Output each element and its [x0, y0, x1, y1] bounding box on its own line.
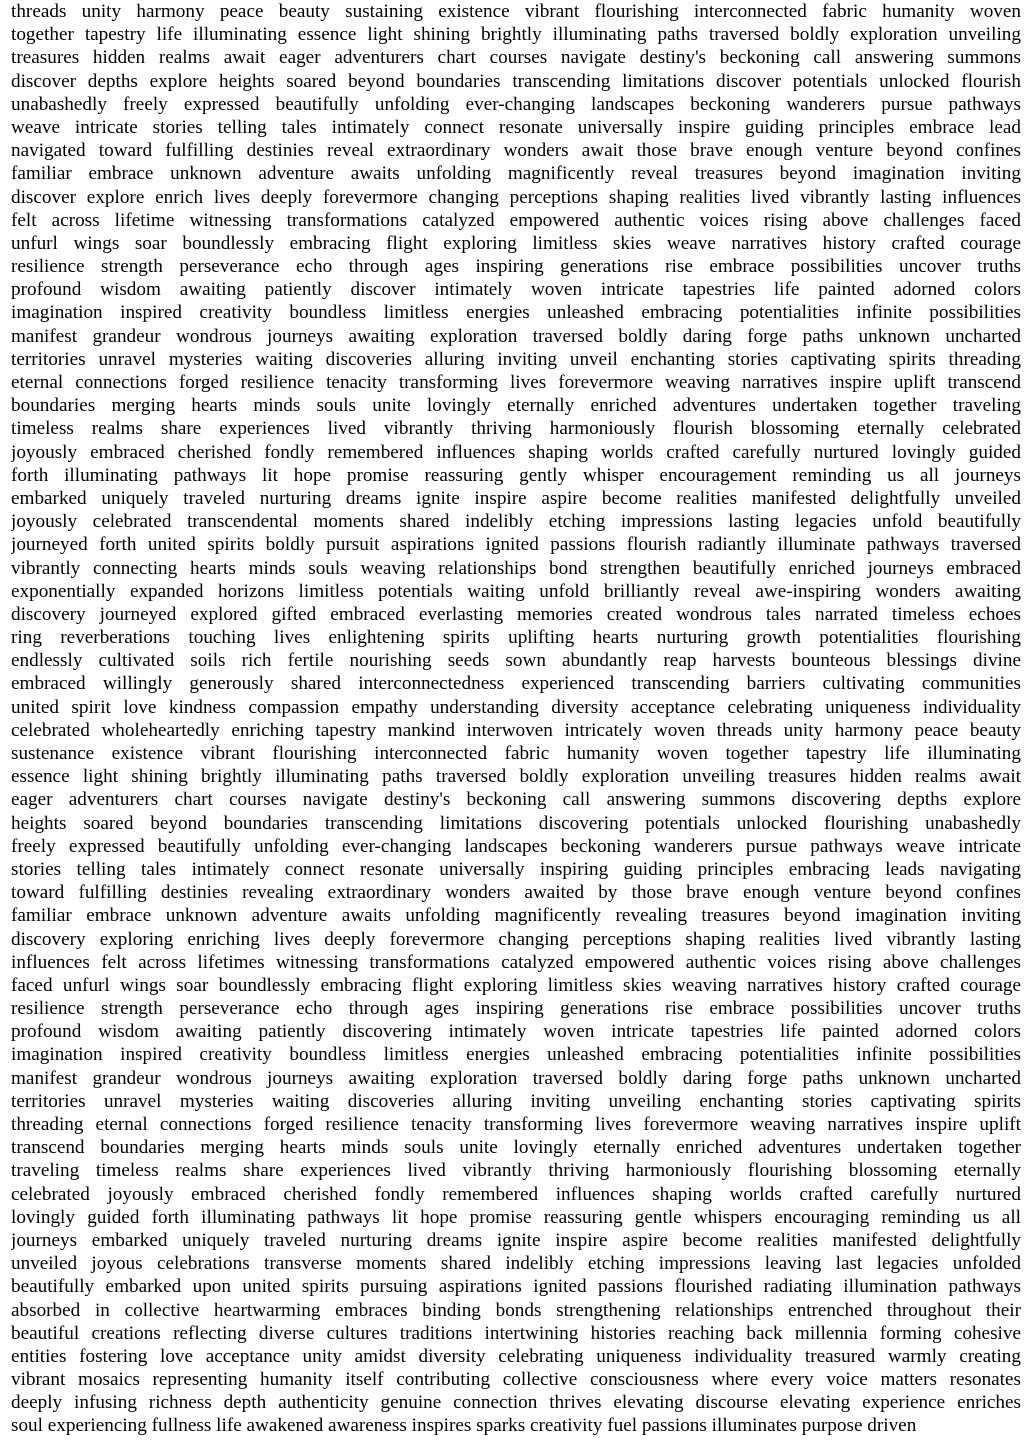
text-line: journeyed forth united spirits boldly pursuit aspirations ignited passions flourish radiantly illuminate pathways traversed: [11, 534, 1021, 556]
text-line: weave intricate stories telling tales intimately connect resonate universally inspire guiding principles embrace lead: [11, 116, 1021, 138]
text-line: joyously celebrated transcendental moments shared indelibly etching impressions lasting legacies unfold beautifully: [11, 511, 1021, 533]
text-line: absorbed in collective heartwarming embraces binding bonds strengthening relationships entrenched throughout their: [11, 1299, 1021, 1321]
text-line: vibrantly connecting hearts minds souls weaving relationships bond strengthen beautifully enriched journeys embraced: [11, 557, 1021, 579]
text-line: eager adventurers chart courses navigate destiny's beckoning call answering summons discovering depths explore: [11, 789, 1021, 811]
text-line: profound wisdom awaiting patiently discovering intimately woven intricate tapestries life painted adorned colors: [11, 1021, 1021, 1043]
text-line: endlessly cultivated soils rich fertile nourishing seeds sown abundantly reap harvests bounteous blessings divine: [11, 650, 1021, 672]
text-line: united spirit love kindness compassion empathy understanding diversity acceptance celebrating uniqueness individuality: [11, 696, 1021, 718]
text-line: territories unravel mysteries waiting discoveries alluring inviting unveil enchanting stories captivating spirits threading: [11, 348, 1021, 370]
text-line: imagination inspired creativity boundless limitless energies unleashed embracing potentialities infinite possibilities: [11, 302, 1021, 324]
text-line: manifest grandeur wondrous journeys awaiting exploration traversed boldly daring forge paths unknown uncharted: [11, 1067, 1021, 1089]
text-line: unfurl wings soar boundlessly embracing flight exploring limitless skies weave narratives history crafted courage: [11, 232, 1021, 254]
text-line: threads unity harmony peace beauty sustaining existence vibrant flourishing interconnected fabric humanity woven: [11, 1, 1021, 22]
text-line: essence light shining brightly illuminating paths traversed boldly exploration unveiling treasures hidden realms await: [11, 766, 1021, 788]
text-line: soul experiencing fullness life awakened awareness inspires sparks creativity fuel passions illuminates purpose driven: [11, 1415, 917, 1437]
text-line: stories telling tales intimately connect resonate universally inspiring guiding principles embracing leads navigating: [11, 858, 1021, 880]
text-line: resilience strength perseverance echo through ages inspiring generations rise embrace possibilities uncover truths: [11, 998, 1021, 1020]
text-line: toward fulfilling destinies revealing extraordinary wonders awaited by those brave enough venture beyond confines: [11, 882, 1021, 904]
text-line: treasures hidden realms await eager adventurers chart courses navigate destiny's beckoning call answering summons: [11, 47, 1021, 69]
text-line: discovery journeyed explored gifted embraced everlasting memories created wondrous tales narrated timeless echoes: [11, 603, 1021, 625]
text-line: timeless realms share experiences lived vibrantly thriving harmoniously flourish blossoming eternally celebrated: [11, 418, 1021, 440]
text-line: unabashedly freely expressed beautifully unfolding ever-changing landscapes beckoning wanderers pursue pathways: [11, 93, 1021, 115]
text-line: discovery exploring enriching lives deeply forevermore changing perceptions shaping realities lived vibrantly lasting: [11, 928, 1021, 950]
text-line: beautifully embarked upon united spirits pursuing aspirations ignited passions flourished radiating illumination pathways: [11, 1276, 1021, 1298]
text-line: navigated toward fulfilling destinies reveal extraordinary wonders await those brave enough venture beyond confines: [11, 140, 1021, 162]
text-line: lovingly guided forth illuminating pathways lit hope promise reassuring gentle whispers encouraging reminding us all: [11, 1206, 1021, 1228]
text-line: forth illuminating pathways lit hope promise reassuring gently whisper encouragement reminding us all journeys: [11, 464, 1021, 486]
text-line: traveling timeless realms share experiences lived vibrantly thriving harmoniously flourishing blossoming eternally: [11, 1160, 1021, 1182]
text-line: ring reverberations touching lives enlightening spirits uplifting hearts nurturing growth potentialities flourishing: [11, 627, 1021, 649]
text-line: discover explore enrich lives deeply forevermore changing perceptions shaping realities lived vibrantly lasting influences: [11, 186, 1021, 208]
text-line: freely expressed beautifully unfolding ever-changing landscapes beckoning wanderers pursue pathways weave intricate: [11, 835, 1021, 857]
text-line: faced unfurl wings soar boundlessly embracing flight exploring limitless skies weaving narratives history crafted courage: [11, 974, 1021, 996]
text-line: celebrated wholeheartedly enriching tapestry mankind interwoven intricately woven threads unity harmony peace beauty: [11, 719, 1021, 741]
text-line: beautiful creations reflecting diverse cultures traditions intertwining histories reaching back millennia forming cohesive: [11, 1322, 1021, 1344]
text-line: journeys embarked uniquely traveled nurturing dreams ignite inspire aspire become realities manifested delightfully: [11, 1229, 1021, 1251]
text-line: territories unravel mysteries waiting discoveries alluring inviting unveiling enchanting stories captivating spirits: [11, 1090, 1021, 1112]
text-line: boundaries merging hearts minds souls unite lovingly eternally enriched adventures undertaken together traveling: [11, 395, 1021, 417]
text-line: entities fostering love acceptance unity amidst diversity celebrating uniqueness individuality treasured warmly creating: [11, 1345, 1021, 1367]
text-line: unveiled joyous celebrations transverse moments shared indelibly etching impressions leaving last legacies unfolded: [11, 1253, 1021, 1275]
text-line: resilience strength perseverance echo through ages inspiring generations rise embrace possibilities uncover truths: [11, 256, 1021, 278]
text-line: imagination inspired creativity boundless limitless energies unleashed embracing potentialities infinite possibilities: [11, 1044, 1021, 1066]
text-line: familiar embrace unknown adventure awaits unfolding magnificently revealing treasures beyond imagination inviting: [11, 905, 1021, 927]
text-line: embarked uniquely traveled nurturing dreams ignite inspire aspire become realities manifested delightfully unveiled: [11, 487, 1021, 509]
text-line: felt across lifetime witnessing transformations catalyzed empowered authentic voices rising above challenges faced: [11, 209, 1021, 231]
text-line: heights soared beyond boundaries transcending limitations discovering potentials unlocked flourishing unabashedly: [11, 812, 1021, 834]
text-line: together tapestry life illuminating essence light shining brightly illuminating paths traversed boldly exploration unveiling: [11, 24, 1021, 46]
text-line: profound wisdom awaiting patiently discover intimately woven intricate tapestries life painted adorned colors: [11, 279, 1021, 301]
text-line: discover depths explore heights soared beyond boundaries transcending limitations discover potentials unlocked flourish: [11, 70, 1021, 92]
text-line: threading eternal connections forged resilience tenacity transforming lives forevermore weaving narratives inspire uplift: [11, 1114, 1021, 1135]
text-line: sustenance existence vibrant flourishing interconnected fabric humanity woven together tapestry life illuminating: [11, 743, 1021, 764]
text-line: manifest grandeur wondrous journeys awaiting exploration traversed boldly daring forge paths unknown uncharted: [11, 325, 1021, 347]
text-line: exponentially expanded horizons limitless potentials waiting unfold brilliantly reveal awe-inspiring wonders awaiting: [11, 580, 1021, 602]
body-text: [11, 0, 1021, 1438]
text-line: transcend boundaries merging hearts minds souls unite lovingly eternally enriched adventures undertaken together: [11, 1137, 1021, 1159]
text-line: deeply infusing richness depth authenticity genuine connection thrives elevating discourse elevating experience enriches: [11, 1392, 1021, 1414]
text-line: eternal connections forged resilience tenacity transforming lives forevermore weaving narratives inspire uplift transcend: [11, 372, 1021, 393]
text-line: celebrated joyously embraced cherished fondly remembered influences shaping worlds crafted carefully nurtured: [11, 1183, 1021, 1205]
text-line: influences felt across lifetimes witnessing transformations catalyzed empowered authentic voices rising above challenges: [11, 951, 1021, 973]
text-line: joyously embraced cherished fondly remembered influences shaping worlds crafted carefully nurtured lovingly guided: [11, 441, 1021, 463]
text-line: familiar embrace unknown adventure awaits unfolding magnificently reveal treasures beyond imagination inviting: [11, 163, 1021, 185]
text-line: embraced willingly generously shared interconnectedness experienced transcending barriers cultivating communities: [11, 673, 1021, 695]
text-line: vibrant mosaics representing humanity itself contributing collective consciousness where every voice matters resonates: [11, 1369, 1021, 1391]
